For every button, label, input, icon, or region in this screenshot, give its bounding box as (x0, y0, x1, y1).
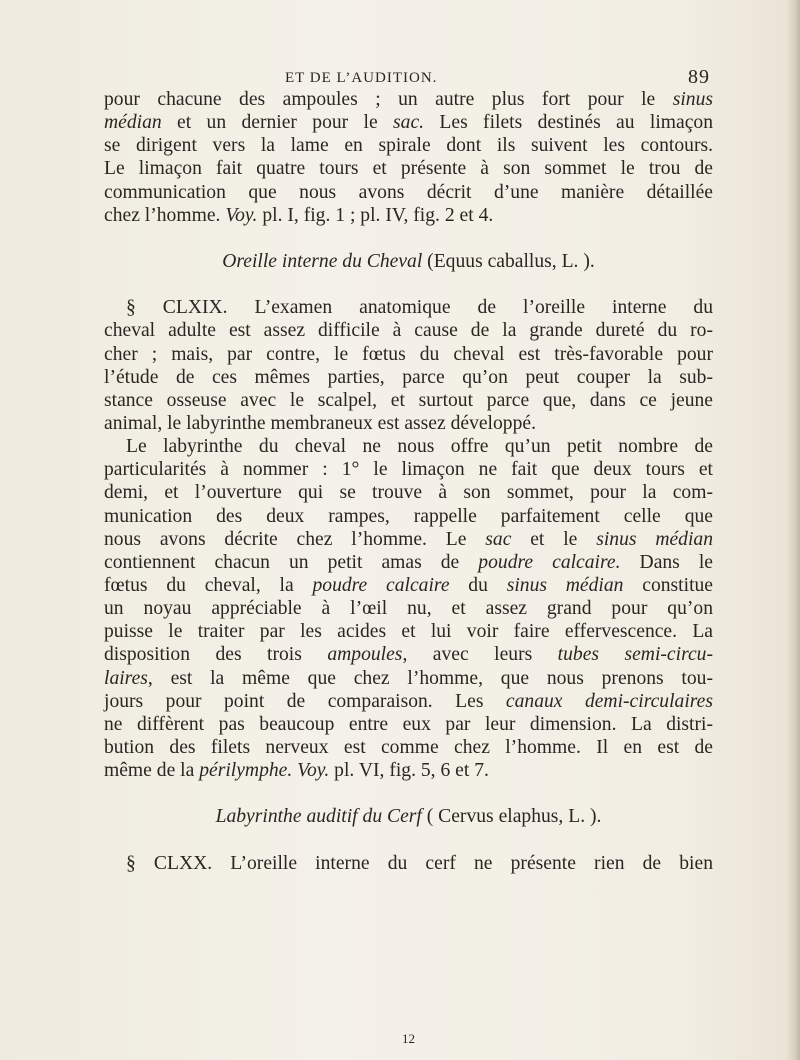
text-run: chez l’homme. (104, 204, 226, 226)
italic-run: médian (104, 112, 162, 134)
text-run: pl. VI, fig. 5, 6 et 7. (329, 760, 489, 782)
text-line (104, 88, 713, 111)
body-text (104, 88, 713, 875)
text-line (104, 481, 713, 504)
italic-run: laires (104, 667, 148, 689)
text-line (104, 597, 713, 620)
italic-run: ampoules (327, 644, 403, 666)
text-run: Le limaçon fait quatre tours et présente à son sommet le trou de (104, 158, 713, 180)
page-edge-shadow (786, 0, 800, 1060)
blank-line (104, 782, 713, 805)
text-run: demi, et l’ouverture qui se trouve à son sommet, pour la com- (104, 482, 713, 504)
blank-line (104, 227, 713, 250)
text-run: contiennent chacun un petit amas de (104, 551, 479, 573)
blank-line (104, 273, 713, 296)
text-line (104, 204, 713, 227)
italic-run: périlymphe. Voy. (199, 760, 330, 782)
italic-run: tubes semi-circu- (557, 644, 713, 666)
text-run: § CLXIX. L’examen anatomique de l’oreille interne du (126, 297, 713, 319)
text-line (104, 620, 713, 643)
text-run: et le (511, 528, 597, 550)
text-run: , avec leurs (402, 644, 558, 666)
text-line (104, 505, 713, 528)
italic-run: sinus médian (596, 528, 714, 550)
text-run: cher ; mais, par contre, le fœtus du cheval est très-favorable pour (104, 343, 713, 365)
italic-run: sac. (393, 112, 425, 134)
text-run: et un dernier pour le (161, 112, 394, 134)
text-line (104, 852, 713, 875)
text-line (104, 736, 713, 759)
text-run: communication que nous avons décrit d’une manière détaillée (104, 181, 713, 203)
text-line (104, 343, 713, 366)
text-line (104, 528, 713, 551)
text-run: § CLXX. L’oreille interne du cerf ne présente rien de bien (126, 852, 713, 874)
text-run: Dans le (620, 551, 713, 573)
text-line (104, 366, 713, 389)
text-line (104, 181, 713, 204)
text-line (104, 157, 713, 180)
text-run: un noyau appréciable à l’œil nu, et assez grand pour qu’on (104, 598, 713, 620)
text-run: du (449, 574, 507, 596)
text-run: animal, le labyrinthe membraneux est assez développé. (104, 412, 536, 434)
italic-run: sac (485, 528, 512, 550)
italic-run: poudre calcaire (312, 574, 450, 596)
signature-text: 12 (402, 1031, 415, 1046)
text-run: pour chacune des ampoules ; un autre plus fort pour le (104, 89, 673, 110)
italic-run: sinus (672, 89, 713, 110)
text-run: , est la même que chez l’homme, que nous prenons tou- (147, 667, 713, 689)
text-run: ( Cervus elaphus, L. ). (421, 806, 602, 828)
text-run: Les filets destinés au limaçon (424, 112, 713, 134)
italic-run: poudre calcaire. (478, 551, 621, 573)
text-run: disposition des trois (104, 644, 328, 666)
text-run: constitue (623, 574, 713, 596)
blank-line (104, 829, 713, 852)
text-line (104, 435, 713, 458)
italic-run: Voy. (225, 204, 258, 226)
text-line (104, 759, 713, 782)
italic-run: canaux demi-circulaires (505, 690, 713, 712)
text-run: même de la (104, 760, 200, 782)
text-run: jours pour point de comparaison. Les (104, 690, 506, 712)
text-line (104, 296, 713, 319)
text-run: cheval adulte est assez difficile à cause de la grande dureté du ro- (104, 320, 713, 342)
text-line (104, 134, 713, 157)
text-run: l’étude de ces mêmes parties, parce qu’on peut couper la sub- (104, 366, 713, 388)
text-line (104, 111, 713, 134)
text-line (104, 713, 713, 736)
text-line (104, 574, 713, 597)
text-line (104, 458, 713, 481)
text-run: fœtus du cheval, la (104, 574, 313, 596)
section-heading-cheval (104, 250, 713, 273)
text-run: bution des filets nerveux est comme chez l’homme. Il en est de (104, 736, 713, 758)
text-run: particularités à nommer : 1° le limaçon ne fait que deux tours et (104, 459, 713, 481)
text-line (104, 412, 713, 435)
section-heading-cerf (104, 805, 713, 828)
text-run: pl. I, fig. 1 ; pl. IV, fig. 2 et 4. (257, 204, 494, 226)
text-run: ne diffèrent pas beaucoup entre eux par leur dimension. La distri- (104, 713, 713, 735)
running-title: ET DE L’AUDITION. (285, 70, 438, 86)
text-run: Le labyrinthe du cheval ne nous offre qu’un petit nombre de (126, 436, 713, 458)
text-line (104, 319, 713, 342)
text-line (104, 551, 713, 574)
signature-mark (104, 1031, 713, 1047)
text-line (104, 690, 713, 713)
text-run: (Equus caballus, L. ). (422, 250, 595, 272)
text-run: munication des deux rampes, rappelle parfaitement celle que (104, 505, 713, 527)
text-line (104, 667, 713, 690)
text-line (104, 389, 713, 412)
text-run: se dirigent vers la lame en spirale dont ils suivent les contours. (104, 135, 713, 157)
text-run: stance osseuse avec le scalpel, et surtout parce que, dans ce jeune (104, 389, 713, 411)
italic-run: Oreille interne du Cheval (222, 250, 423, 272)
text-run: puisse le traiter par les acides et lui voir faire effervescence. La (104, 621, 713, 643)
italic-run: sinus médian (506, 574, 624, 596)
text-line (104, 643, 713, 666)
page-number: 89 (688, 66, 710, 88)
italic-run: Labyrinthe auditif du Cerf (215, 806, 422, 828)
text-run: nous avons décrite chez l’homme. Le (104, 528, 486, 550)
